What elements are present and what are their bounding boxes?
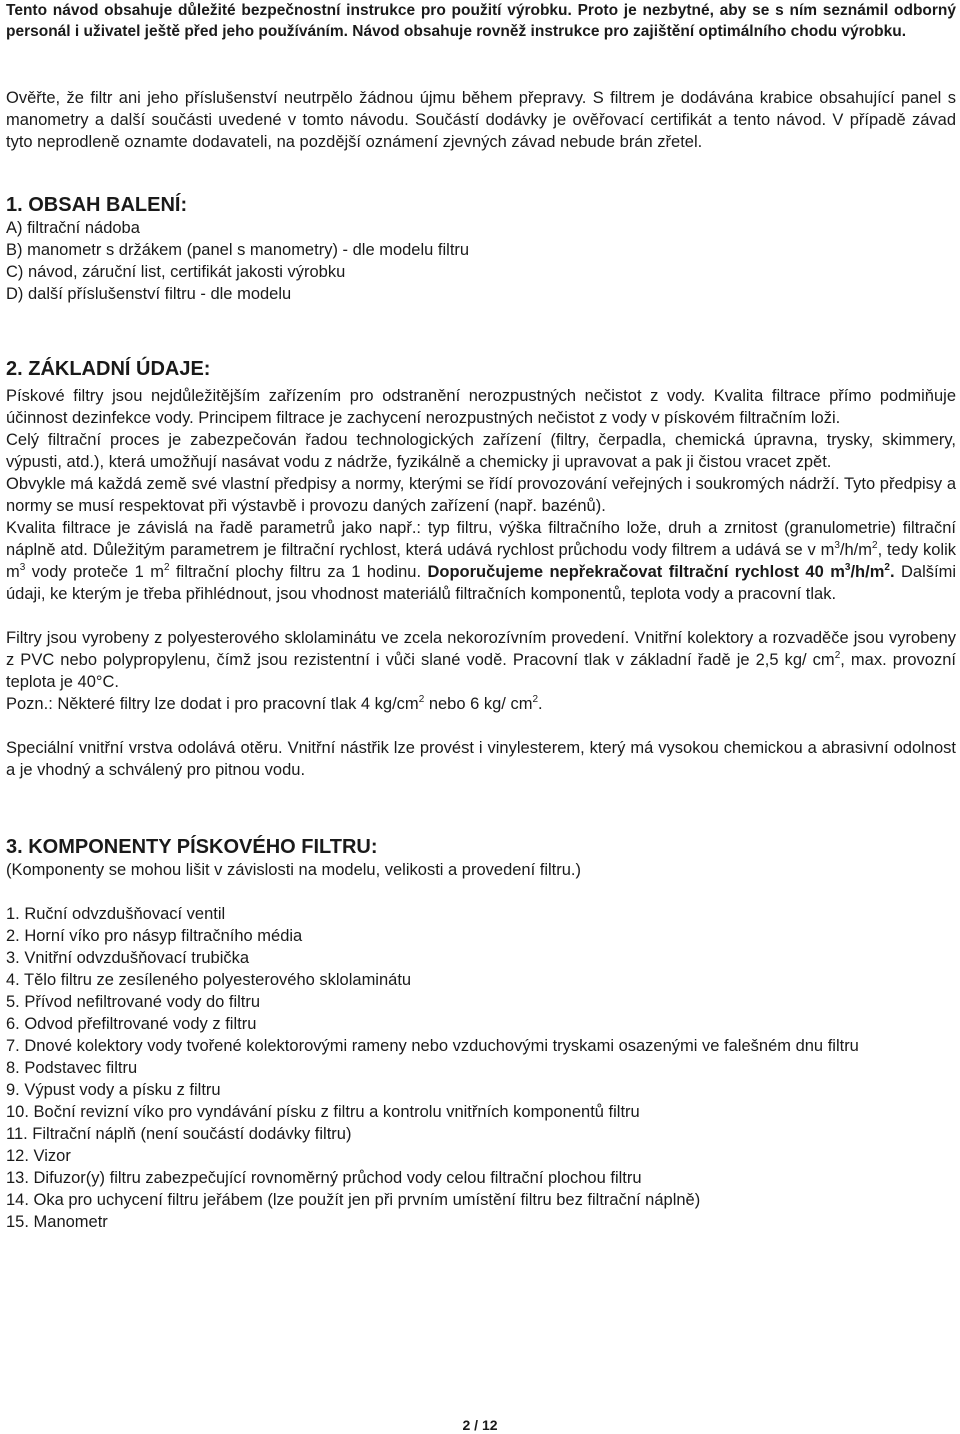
list-item: 5. Přívod nefiltrované vody do filtru [6, 993, 261, 1011]
materials-paragraph: Filtry jsou vyrobeny z polyesterového sklolaminátu ve zcela nekorozívním provedení. Vnitřní kolektory a rozvaděče jsou vyrobeny z PVC nebo polypropylenu, čímž jsou rezistentní i vůči slané vodě. Pracovní tlak v základní řadě je 2,5 kg/ $cm^2$, max. provozní teplota je 40°C. [6, 629, 956, 691]
safety-intro: Tento návod obsahuje důležité bezpečnostní instrukce pro použití výrobku. Proto je nezbytné, aby se s ním seznámil odborný personál i uživatel ještě před jeho používáním. Návod obsahuje rovněž instrukce pro zajištění optimálního chodu výrobku. [6, 2, 956, 40]
paragraph: Celý filtrační proces je zabezpečován řadou technologických zařízení (filtry, čerpadla, chemická úpravna, trysky, skimmery, výpusti, atd.), která umožňují nasávat vodu z nádrže, fyzikálně a chemicky ji upravovat a pak ji čistou vracet zpět. [6, 431, 956, 471]
list-item: 2. Horní víko pro násyp filtračního média [6, 927, 303, 945]
filtration-rate-paragraph: Kvalita filtrace je závislá na řadě parametrů jako např.: typ filtru, výška filtračního lože, druh a zrnitost (granulometrie) filtrační náplně atd. Důležitým parametrem je filtrační rychlost, která udává rychlost průchodu vody filtrem a udává se v $m^3/h/m^2$, tedy kolik $m^3$ vody proteče 1 $m^2$ filtrační plochy filtru za 1 hodinu. Doporučujeme nepřekračovat filtrační rychlost 40 $m^3/h/m^2$. Dalšími údaji, ke kterým je třeba přihlédnout, jsou vhodnost materiálů filtračních komponentů, teplota vody a pracovní tlak. [6, 519, 956, 603]
section-3-subtitle: (Komponenty se mohou lišit v závislosti na modelu, velikosti a provedení filtru.) [6, 861, 582, 879]
list-item: 1. Ruční odvzdušňovací ventil [6, 905, 226, 923]
section-1-title: 1. OBSAH BALENÍ: [6, 194, 188, 216]
section-2-title: 2. ZÁKLADNÍ ÚDAJE: [6, 358, 211, 380]
list-item: 9. Výpust vody a písku z filtru [6, 1081, 221, 1099]
list-item: 3. Vnitřní odvzdušňovací trubička [6, 949, 250, 967]
list-item: 12. Vizor [6, 1147, 71, 1165]
page-number: 2 / 12 [462, 1417, 498, 1433]
package-contents-list [6, 217, 956, 305]
list-item: 4. Tělo filtru ze zesíleného polyesterového sklolaminátu [6, 971, 412, 989]
list-item: A) filtrační nádoba [6, 219, 140, 237]
list-item: B) manometr s držákem (panel s manometry) - dle modelu filtru [6, 241, 470, 259]
components-list [6, 903, 956, 1233]
list-item: D) další příslušenství filtru - dle modelu [6, 285, 292, 303]
transport-check-paragraph: Ověřte, že filtr ani jeho příslušenství neutrpělo žádnou újmu během přepravy. S filtrem je dodávána krabice obsahující panel s manometry a další součásti uvedené v tomto návodu. Součástí dodávky je ověřovací certifikát a tento návod. V případě závad tyto neprodleně oznamte dodavateli, na pozdější oznámení zjevných závad nebude brán zřetel. [6, 89, 956, 151]
list-item: 13. Difuzor(y) filtru zabezpečující rovnoměrný průchod vody celou filtrační plochou filtru [6, 1169, 642, 1187]
note-paragraph: Pozn.: Některé filtry lze dodat i pro pracovní tlak 4 $kg/cm^2$ nebo 6 kg/ $cm^2$. [6, 693, 543, 713]
list-item: 11. Filtrační náplň (není součástí dodávky filtru) [6, 1125, 352, 1143]
list-item: 15. Manometr [6, 1213, 108, 1231]
list-item: 8. Podstavec filtru [6, 1059, 138, 1077]
paragraph: Obvykle má každá země své vlastní předpisy a normy, kterými se řídí provozování veřejných i soukromých nádrží. Tyto předpisy a normy se musí respektovat při výstavbě i provozu daných zařízení (např. bazénů). [6, 475, 956, 515]
document-page [6, 0, 956, 1233]
list-item: 10. Boční revizní víko pro vyndávání písku z filtru a kontrolu vnitřních komponentů filtru [6, 1103, 640, 1121]
inner-layer-paragraph: Speciální vnitřní vrstva odolává otěru. Vnitřní nástřik lze provést i vinylesterem, který má vysokou chemickou a abrasivní odolnost a je vhodný a schválený pro pitnou vodu. [6, 739, 956, 779]
list-item: 6. Odvod přefiltrované vody z filtru [6, 1015, 257, 1033]
recommendation-bold: Doporučujeme nepřekračovat filtrační rychlost 40 $m^3/h/m^2$. [427, 561, 895, 581]
section-3-title: 3. KOMPONENTY PÍSKOVÉHO FILTRU: [6, 836, 378, 858]
list-item: 14. Oka pro uchycení filtru jeřábem (lze použít jen při prvním umístění filtru bez filtrační náplně) [6, 1191, 701, 1209]
paragraph: Pískové filtry jsou nejdůležitějším zařízením pro odstranění nerozpustných nečistot z vody. Kvalita filtrace přímo podmiňuje účinnost dezinfekce vody. Principem filtrace je zachycení nerozpustných nečistot z vody v pískovém filtračním loži. [6, 387, 956, 427]
list-item: 7. Dnové kolektory vody tvořené kolektorovými rameny nebo vzduchovými tryskami osazenými ve falešném dnu filtru [6, 1037, 859, 1055]
list-item: C) návod, záruční list, certifikát jakosti výrobku [6, 263, 346, 281]
